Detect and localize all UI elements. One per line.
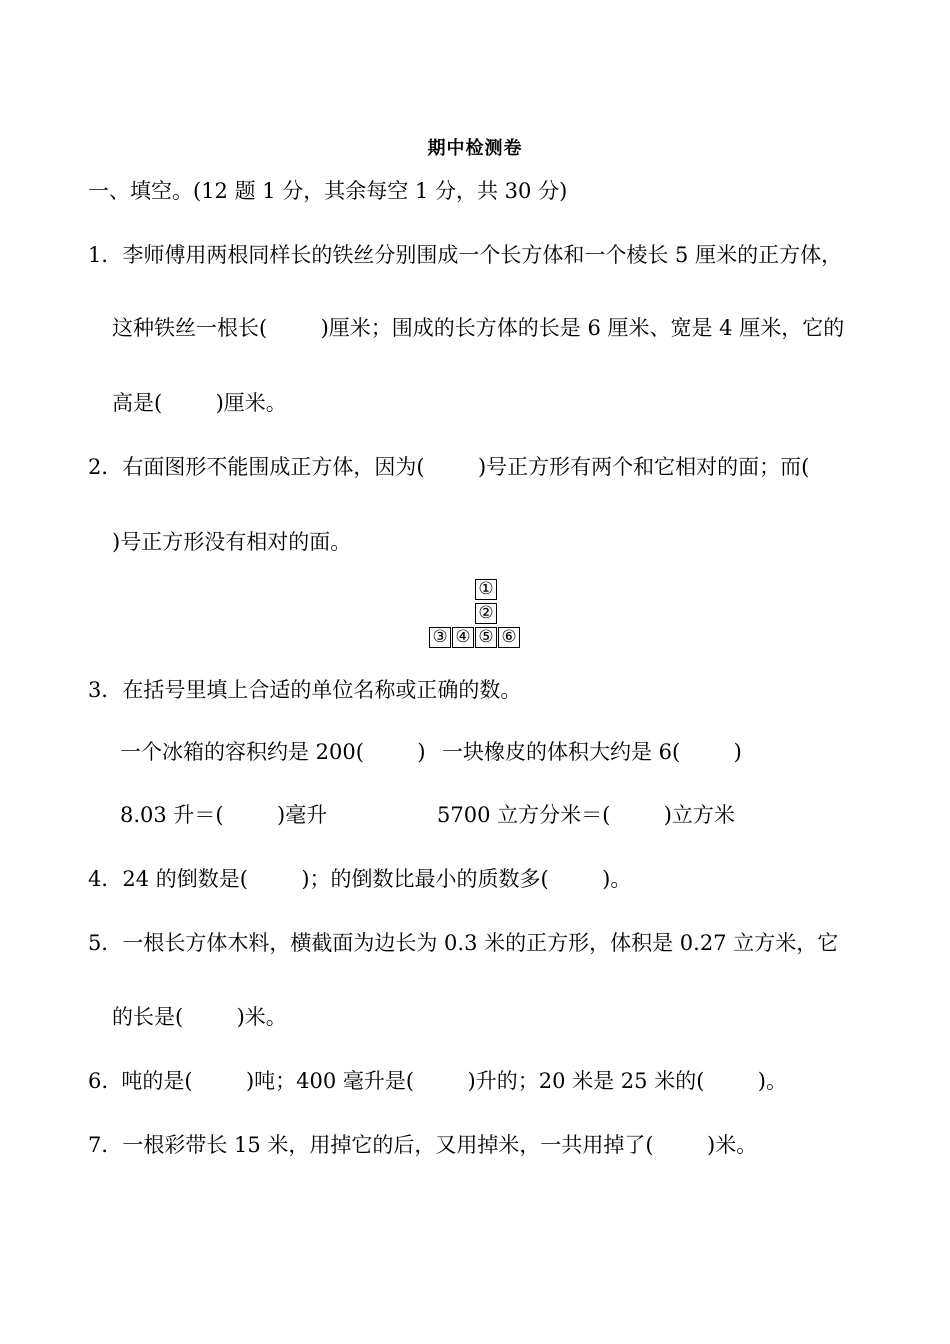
q3-item3: 8.03 升＝( )毫升 (120, 803, 328, 827)
q6-line1: 6. 吨的是( )吨；400 毫升是( )升的；20 米是 25 米的( )。 (88, 1069, 787, 1093)
net-cell: ② (475, 603, 497, 624)
q3-item2: 一块橡皮的体积大约是 6( ) (442, 740, 742, 764)
q4-line1: 4．24 的倒数是( )；的倒数比最小的质数多( )。 (88, 867, 632, 891)
page-title: 期中检测卷 (427, 138, 523, 159)
q3-line1: 3．在括号里填上合适的单位名称或正确的数。 (88, 678, 522, 702)
q5-line2: 的长是( )米。 (112, 1005, 287, 1029)
section-heading: 一、填空。(12 题 1 分，其余每空 1 分，共 30 分) (88, 179, 568, 203)
q1-line3: 高是( )厘米。 (112, 391, 287, 415)
net-cell: ③ (429, 627, 451, 648)
net-cell: ⑤ (475, 627, 497, 648)
net-cell: ① (475, 579, 497, 600)
q5-line1: 5．一根长方体木料，横截面为边长为 0.3 米的正方形，体积是 0.27 立方米，它 (88, 931, 839, 955)
q3-item4: 5700 立方分米＝( )立方米 (437, 803, 735, 827)
q1-line2: 这种铁丝一根长( )厘米；围成的长方体的长是 6 厘米、宽是 4 厘米，它的 (112, 316, 845, 340)
q7-line1: 7．一根彩带长 15 米，用掉它的后，又用掉米，一共用掉了( )米。 (88, 1133, 758, 1157)
q2-line1: 2．右面图形不能围成正方体，因为( )号正方形有两个和它相对的面；而( (88, 455, 810, 479)
q2-line2: )号正方形没有相对的面。 (112, 530, 352, 554)
q1-line1: 1．李师傅用两根同样长的铁丝分别围成一个长方体和一个棱长 5 厘米的正方体， (88, 243, 843, 267)
net-cell: ⑥ (498, 627, 520, 648)
net-cell: ④ (452, 627, 474, 648)
q3-item1: 一个冰箱的容积约是 200( ) (120, 740, 426, 764)
